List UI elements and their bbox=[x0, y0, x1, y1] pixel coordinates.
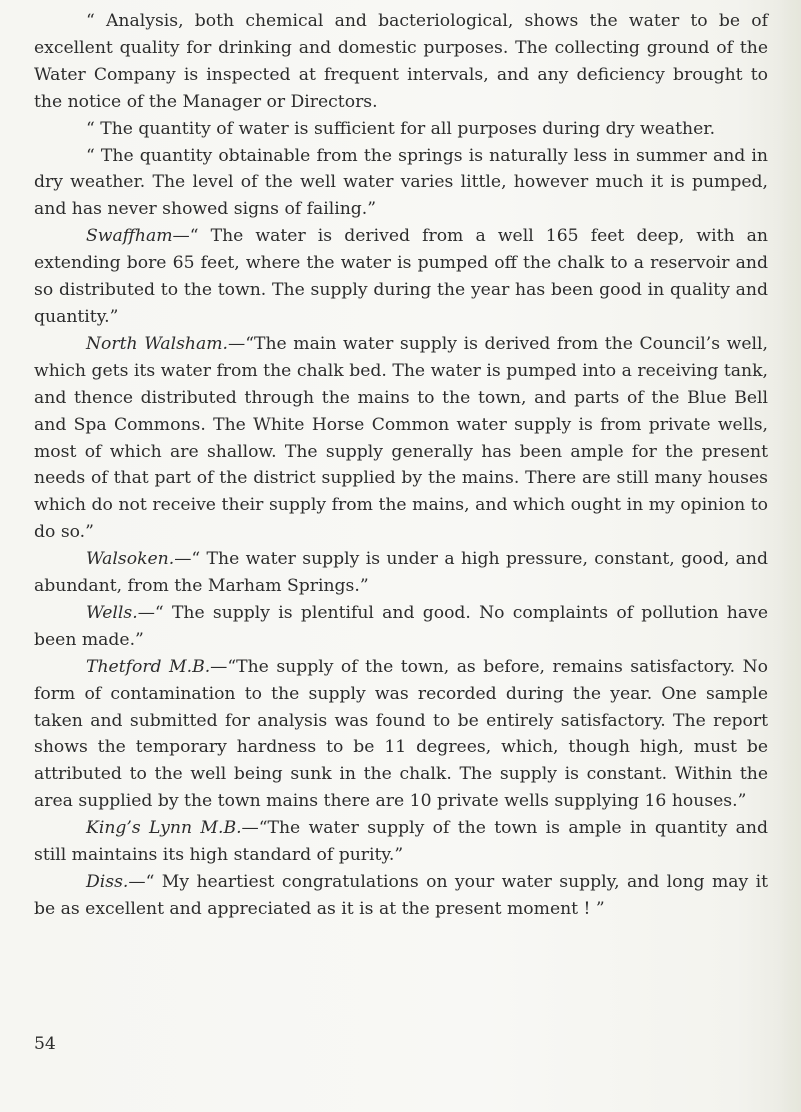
paragraph bbox=[34, 331, 768, 546]
paragraph-text: —“ The supply is plentiful and good. No complaints of pollution have been made.” bbox=[34, 602, 768, 650]
page-edge-shadow bbox=[779, 0, 801, 1112]
paragraph-text: —“The water supply of the town is ample in quantity and still maintains its high standard of purity.” bbox=[34, 818, 768, 866]
paragraph-text: —“ My heartiest congratulations on your water supply, and long may it be as excellent and appreciated as it is at the present moment ! ” bbox=[34, 872, 768, 919]
place-name: Thetford M.B. bbox=[86, 656, 211, 677]
place-name: Swaffham bbox=[86, 226, 173, 247]
paragraph-text: —“ The water is derived from a well 165 feet deep, with an extending bore 65 feet, where the water is pumped off the chalk to a reservoir and so distributed to the town. The supply during the year has been good in quality and quantity.” bbox=[34, 226, 768, 327]
place-name: Wells. bbox=[86, 602, 138, 623]
place-name: North Walsham. bbox=[86, 333, 229, 354]
paragraph-text: —“The supply of the town, as before, remains satisfactory. No form of contamination to the supply was recorded during the year. One sample taken and submitted for analysis was found to be entirely satisfactory. The report shows the temporary hardness to be 11 degrees, which, though high, must be attributed to the well being sunk in the chalk. The supply is constant. Within the area supplied by the town mains there are 10 private wells supplying 16 houses.” bbox=[34, 656, 768, 812]
paragraph bbox=[34, 223, 768, 331]
paragraph-text: “ The quantity obtainable from the springs is naturally less in summer and in dry weather. The level of the well water varies little, however much it is pumped, and has never showed signs of failing.” bbox=[34, 145, 768, 220]
paragraph bbox=[34, 143, 768, 224]
paragraph bbox=[34, 869, 768, 923]
place-name: Walsoken. bbox=[86, 549, 175, 570]
paragraph-text: —“ The water supply is under a high pressure, constant, good, and abundant, from the Marham Springs.” bbox=[34, 549, 768, 597]
paragraph bbox=[34, 8, 768, 116]
paragraph-text: —“The main water supply is derived from the Council’s well, which gets its water from the chalk bed. The water is pumped into a receiving tank, and thence distributed through the mains to the town, and parts of the Blue Bell and Spa Commons. The White Horse Common water supply is from private wells, most of which are shallow. The supply generally has been ample for the present needs of that part of the district supplied by the mains. There are still many houses which do not receive their supply from the mains, and which ought in my opinion to do so.” bbox=[34, 333, 768, 543]
paragraph-text: “ Analysis, both chemical and bacteriological, shows the water to be of excellent quality for drinking and domestic purposes. The collecting ground of the Water Company is inspected at frequent intervals, and any deficiency brought to the notice of the Manager or Directors. bbox=[34, 11, 768, 112]
paragraph bbox=[34, 546, 768, 600]
place-name: King’s Lynn M.B. bbox=[86, 818, 242, 839]
paragraph bbox=[34, 654, 768, 815]
report-text bbox=[34, 8, 768, 923]
page-number: 54 bbox=[34, 1034, 56, 1054]
paragraph bbox=[34, 116, 768, 143]
paragraph bbox=[34, 600, 768, 654]
place-name: Diss. bbox=[86, 872, 129, 892]
paragraph-text: “ The quantity of water is sufficient for all purposes during dry weather. bbox=[86, 118, 716, 139]
paragraph bbox=[34, 815, 768, 869]
